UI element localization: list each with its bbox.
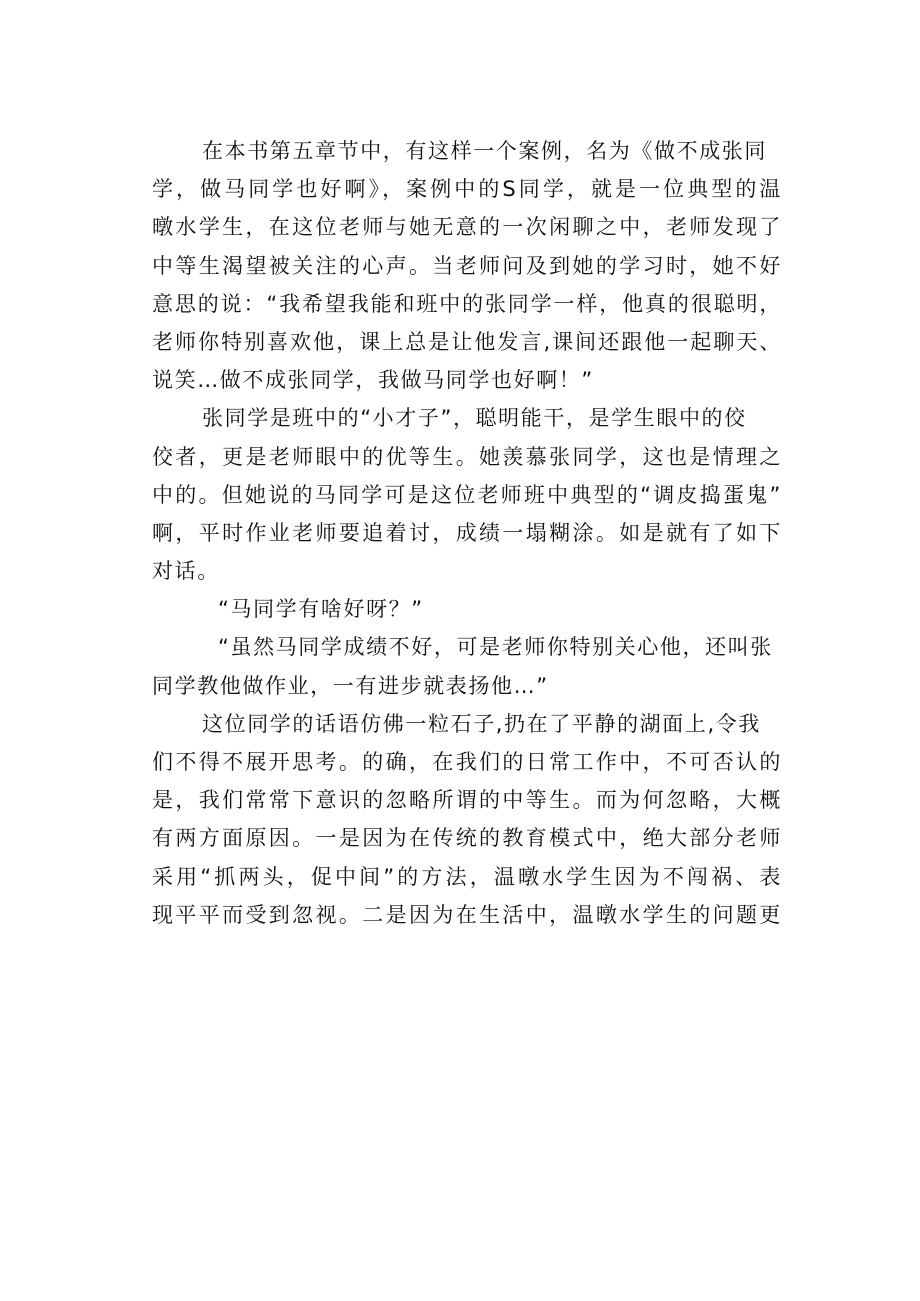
text-line: 中的。但她说的马同学可是这位老师班中典型的“调皮捣蛋鬼” xyxy=(152,482,782,507)
text-line: 老师你特别喜欢他，课上总是让他发言,课间还跟他一起聊天、 xyxy=(152,329,782,354)
text-line: 学，做马同学也好啊》，案例中的S同学，就是一位典型的温 xyxy=(152,177,782,202)
text-line: 佼者，更是老师眼中的优等生。她羡慕张同学，这也是情理之 xyxy=(152,444,782,469)
text-line: “马同学有啥好呀？” xyxy=(218,597,424,622)
text-line: 张同学是班中的“小才子”，聪明能干，是学生眼中的佼 xyxy=(202,406,747,431)
text-line: 在本书第五章节中，有这样一个案例，名为《做不成张同 xyxy=(202,139,767,163)
text-line: 采用“抓两头，促中间”的方法，温暾水学生因为不闯祸、表 xyxy=(152,864,782,889)
text-line: 现平平而受到忽视。二是因为在生活中，温暾水学生的问题更 xyxy=(152,902,782,927)
text-line: 中等生渴望被关注的心声。当老师问及到她的学习时，她不好 xyxy=(152,253,782,278)
text-line: 说笑…做不成张同学，我做马同学也好啊！” xyxy=(152,368,594,393)
text-line: 这位同学的话语仿佛一粒石子,扔在了平静的湖面上,令我 xyxy=(202,711,761,736)
text-line: 暾水学生，在这位老师与她无意的一次闲聊之中，老师发现了 xyxy=(152,215,782,240)
text-line: 是，我们常常下意识的忽略所谓的中等生。而为何忽略，大概 xyxy=(152,788,782,813)
text-line: 啊，平时作业老师要追着讨，成绩一塌糊涂。如是就有了如下 xyxy=(152,520,782,545)
text-line: 意思的说：“我希望我能和班中的张同学一样，他真的很聪明， xyxy=(152,291,782,316)
text-line: 有两方面原因。一是因为在传统的教育模式中，绝大部分老师 xyxy=(152,826,782,851)
text-line: “虽然马同学成绩不好，可是老师你特别关心他，还叫张 xyxy=(218,635,773,660)
text-line: 对话。 xyxy=(152,559,220,584)
text-line: 同学教他做作业，一有进步就表扬他…” xyxy=(152,673,549,698)
body-text xyxy=(152,132,792,934)
text-line: 们不得不展开思考。的确，在我们的日常工作中，不可否认的 xyxy=(152,750,782,774)
